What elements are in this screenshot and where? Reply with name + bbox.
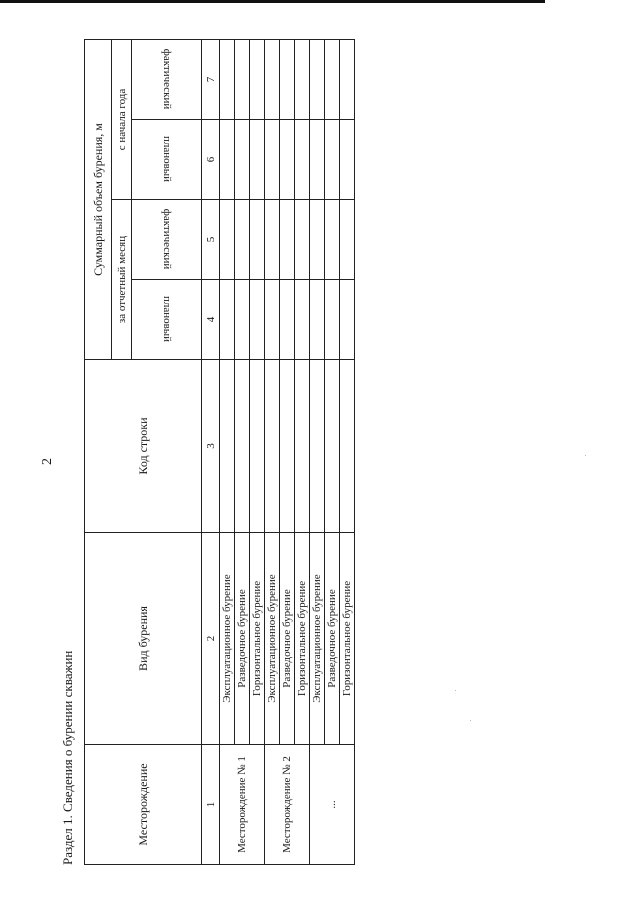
drilling-type: Горизонтальное бурение [295,533,310,745]
drilling-type: Эксплуатационное бурение [310,533,325,745]
row-code-cell [250,360,265,533]
value-cell [220,200,235,280]
header-actual-month: фактический [132,200,202,280]
row-code-cell [310,360,325,533]
row-code-cell [265,360,280,533]
header-field: Месторождение [85,745,202,865]
value-cell [265,280,280,360]
header-row-code: Код строки [85,360,202,533]
value-cell [280,200,295,280]
drilling-type: Горизонтальное бурение [340,533,355,745]
header-planned-year: плановый [132,120,202,200]
row-code-cell [325,360,340,533]
value-cell [235,120,250,200]
value-cell [265,120,280,200]
value-cell [250,40,265,120]
value-cell [235,40,250,120]
value-cell [310,40,325,120]
col-number: 6 [202,120,220,200]
value-cell [250,280,265,360]
col-number: 3 [202,360,220,533]
drilling-table [84,39,355,865]
header-total-volume: Суммарный объем бурения, м [85,40,112,360]
header-reporting-month: за отчетный месяц [112,200,132,360]
value-cell [310,120,325,200]
col-number: 7 [202,40,220,120]
value-cell [295,280,310,360]
row-code-cell [235,360,250,533]
value-cell [340,40,355,120]
value-cell [265,40,280,120]
drilling-type: Разведочное бурение [235,533,250,745]
value-cell [310,280,325,360]
value-cell [340,280,355,360]
drilling-type: Горизонтальное бурение [250,533,265,745]
drilling-type: Разведочное бурение [280,533,295,745]
drilling-type: Эксплуатационное бурение [220,533,235,745]
drilling-type: Разведочное бурение [325,533,340,745]
col-number: 2 [202,533,220,745]
value-cell [280,40,295,120]
value-cell [325,40,340,120]
value-cell [340,200,355,280]
value-cell [280,280,295,360]
header-drilling-type: Вид бурения [85,533,202,745]
field-name: Месторождение № 1 [220,745,265,865]
value-cell [280,120,295,200]
header-actual-year: фактический [132,40,202,120]
header-year-start: с начала года [112,40,132,200]
value-cell [295,40,310,120]
field-name: ... [310,745,355,865]
value-cell [250,200,265,280]
value-cell [295,120,310,200]
row-code-cell [295,360,310,533]
value-cell [325,200,340,280]
col-number: 4 [202,280,220,360]
col-number: 5 [202,200,220,280]
page-number: 2 [40,458,55,465]
section-title: Раздел 1. Сведения о бурении скважин [60,650,75,865]
value-cell [220,40,235,120]
header-planned-month: плановый [132,280,202,360]
value-cell [340,120,355,200]
col-number: 1 [202,745,220,865]
value-cell [220,120,235,200]
value-cell [220,280,235,360]
value-cell [325,120,340,200]
value-cell [265,200,280,280]
value-cell [310,200,325,280]
field-name: Месторождение № 2 [265,745,310,865]
row-code-cell [340,360,355,533]
value-cell [235,200,250,280]
value-cell [295,200,310,280]
value-cell [235,280,250,360]
value-cell [325,280,340,360]
row-code-cell [280,360,295,533]
drilling-type: Эксплуатационное бурение [265,533,280,745]
row-code-cell [220,360,235,533]
value-cell [250,120,265,200]
